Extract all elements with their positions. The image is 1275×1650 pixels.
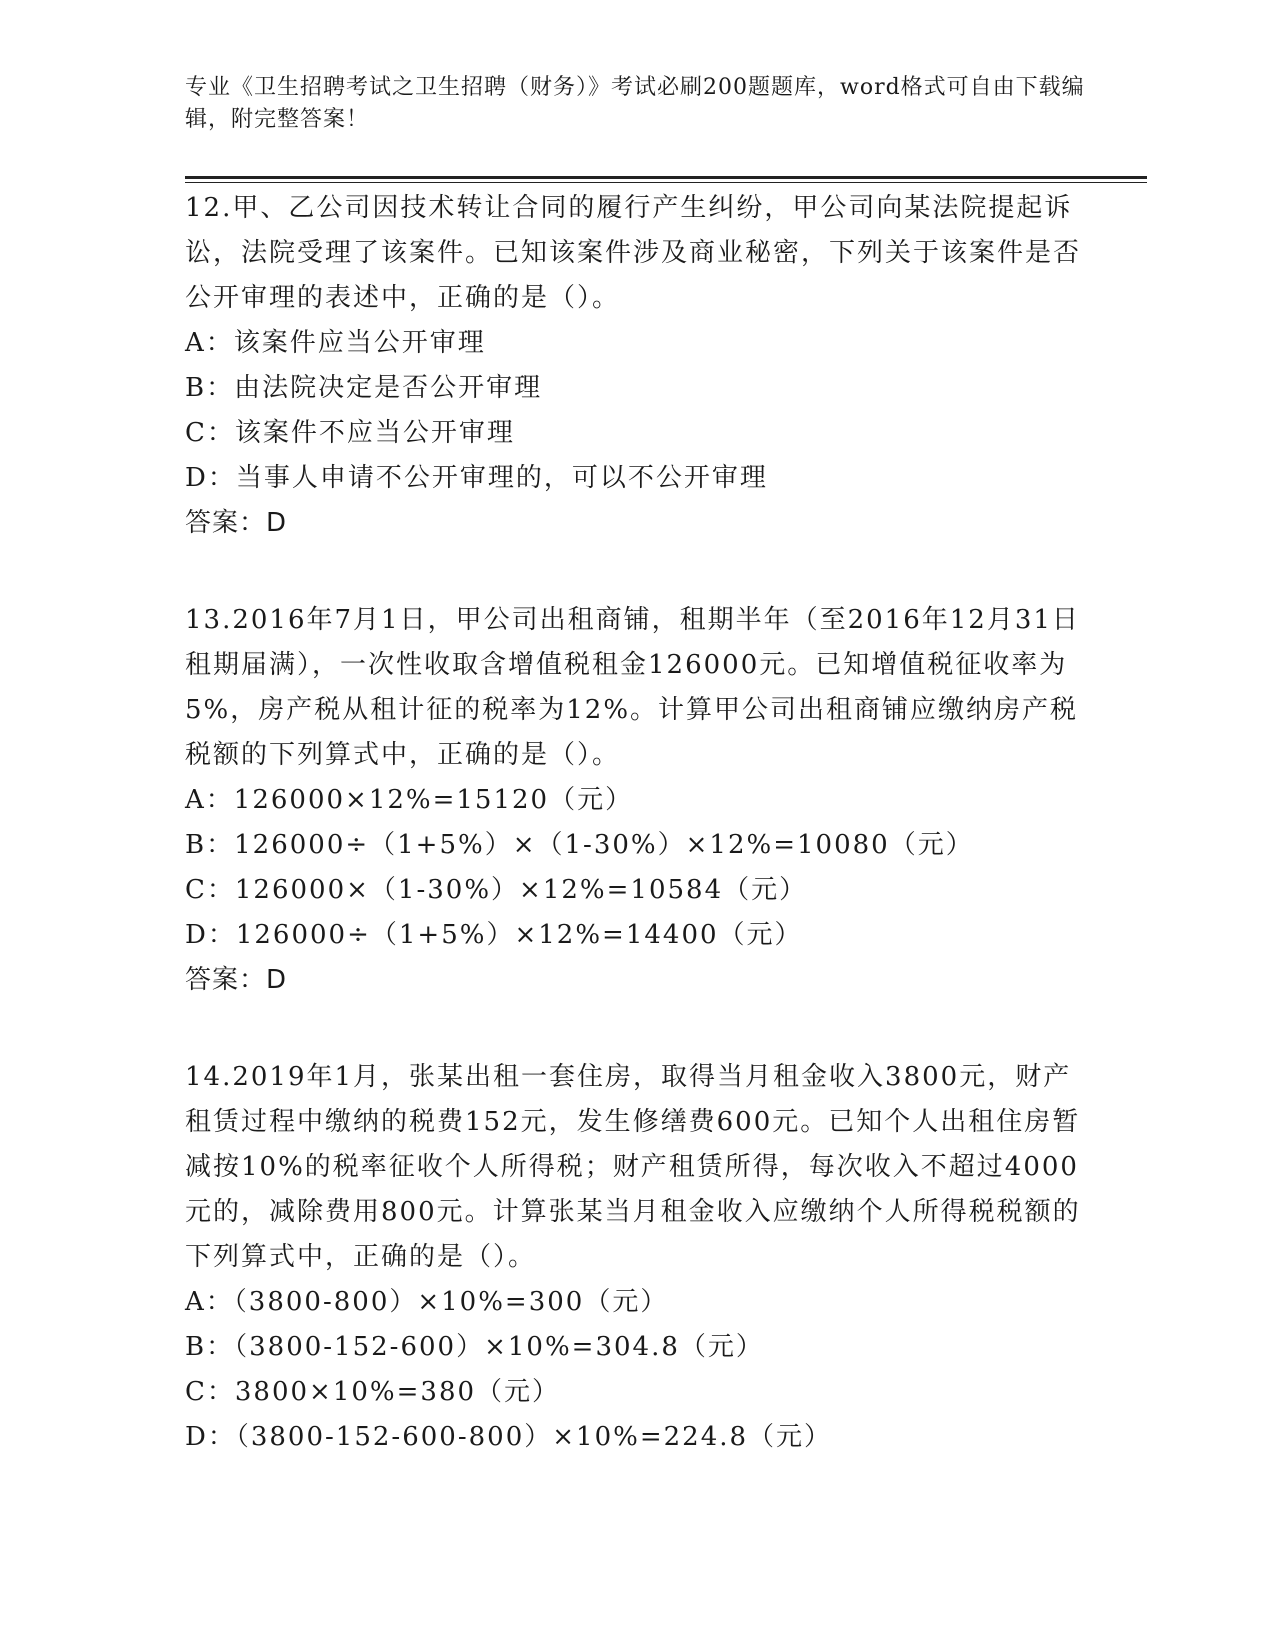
- question-stem: 14.2019年1月，张某出租一套住房，取得当月租金收入3800元，财产租赁过程中缴纳的税费152元，发生修缮费600元。已知个人出租住房暂减按10%的税率征收个人所得税；财产租赁所得，每次收入不超过4000元的，减除费用800元。计算张某当月租金收入应缴纳个人所得税税额的下列算式中，正确的是（）。: [185, 1062, 1081, 1272]
- option-a: A：126000×12%=15120（元）: [185, 785, 634, 815]
- answer: 答案：D: [185, 508, 288, 538]
- option-d: D：当事人申请不公开审理的，可以不公开审理: [185, 463, 768, 493]
- option-b: B：（3800-152-600）×10%=304.8（元）: [185, 1332, 764, 1362]
- question-12: [185, 186, 1085, 546]
- option-d: D：126000÷（1+5%）×12%=14400（元）: [185, 920, 803, 950]
- header-text: 专业《卫生招聘考试之卫生招聘（财务）》考试必刷200题题库，word格式可自由下载编辑，附完整答案！: [185, 75, 1085, 132]
- option-c: C：该案件不应当公开审理: [185, 418, 515, 448]
- question-13: [185, 598, 1085, 1003]
- question-stem: 13.2016年7月1日，甲公司出租商铺，租期半年（至2016年12月31日租期届满），一次性收取含增值税租金126000元。已知增值税征收率为5%，房产税从租计征的税率为12%。计算甲公司出租商铺应缴纳房产税税额的下列算式中，正确的是（）。: [185, 605, 1080, 770]
- header-divider-thin: [185, 182, 1147, 183]
- option-c: C：3800×10%=380（元）: [185, 1377, 561, 1407]
- option-d: D：（3800-152-600-800）×10%=224.8（元）: [185, 1422, 833, 1452]
- answer: 答案：D: [185, 965, 288, 995]
- question-14: [185, 1055, 1085, 1460]
- header-divider: [185, 176, 1147, 179]
- option-b: B：由法院决定是否公开审理: [185, 373, 543, 403]
- question-stem: 12.甲、乙公司因技术转让合同的履行产生纠纷，甲公司向某法院提起诉讼，法院受理了该案件。已知该案件涉及商业秘密，下列关于该案件是否公开审理的表述中，正确的是（）。: [185, 193, 1082, 313]
- document-header: [185, 72, 1085, 136]
- option-a: A：（3800-800）×10%=300（元）: [185, 1287, 669, 1317]
- option-a: A：该案件应当公开审理: [185, 328, 486, 358]
- option-c: C：126000×（1-30%）×12%=10584（元）: [185, 875, 808, 905]
- option-b: B：126000÷（1+5%）×（1-30%）×12%=10080（元）: [185, 830, 974, 860]
